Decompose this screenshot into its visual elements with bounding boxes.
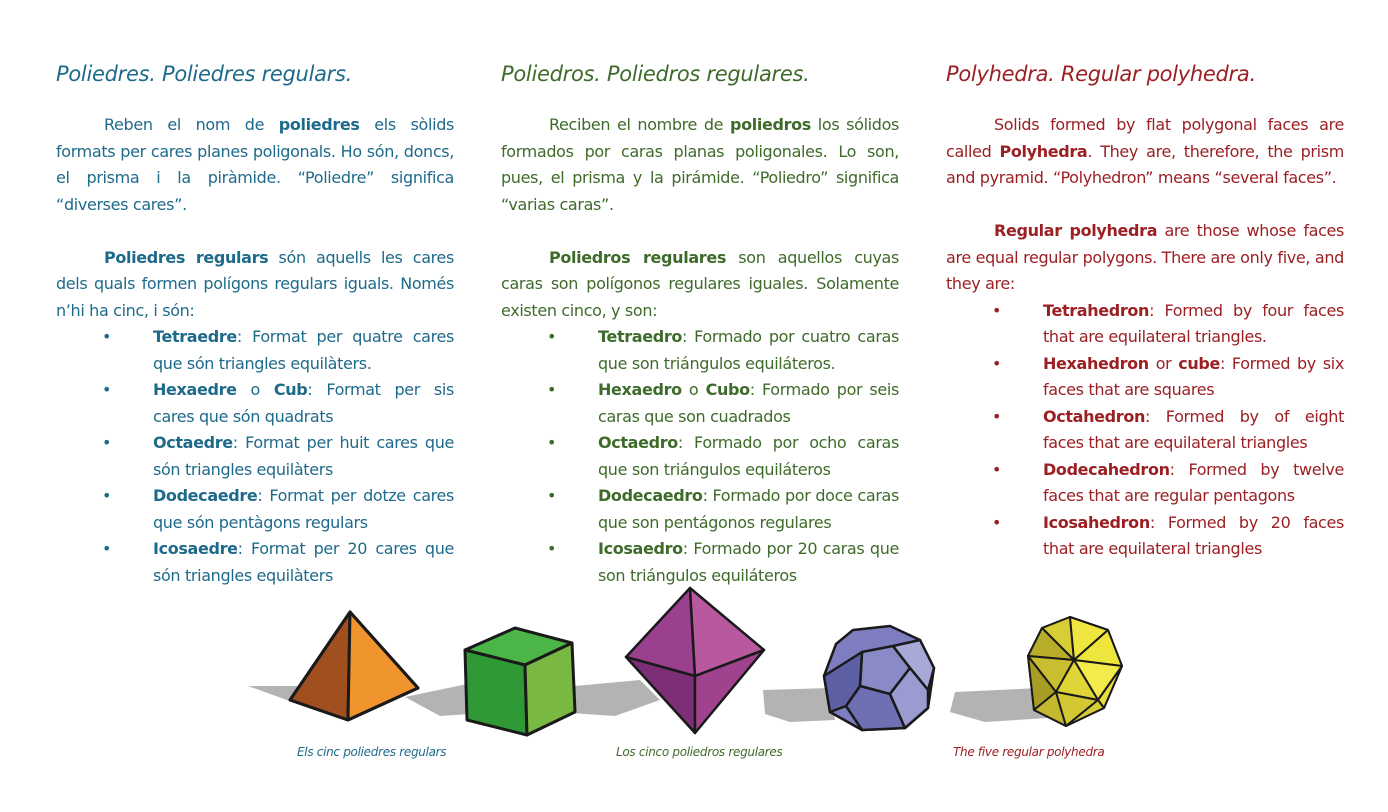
- bullet-icon: •: [102, 486, 112, 505]
- text-run: : Formado por cuatro caras que son triángulos equiláteros.: [598, 327, 899, 373]
- spanish-column: [501, 62, 899, 589]
- text-run: : Format per quatre cares que són triangles equilàters.: [153, 327, 454, 373]
- english-caption: The five regular polyhedra: [953, 745, 1105, 759]
- english-title: Polyhedra. Regular polyhedra.: [946, 62, 1256, 86]
- bullet-icon: •: [547, 539, 557, 558]
- list-item: [946, 404, 1344, 457]
- bold-term: Hexaedre: [153, 380, 237, 399]
- list-item: [56, 483, 454, 536]
- english-solids-list: [946, 298, 1344, 563]
- text-run: els sòlids formats per cares planes poligonals. Ho són, doncs, el prisma i la piràmide. “Poliedre” significa “diverses cares”.: [56, 115, 454, 214]
- tetrahedron-icon: [290, 612, 418, 720]
- text-run: : Formed by six faces that are squares: [1043, 353, 1344, 399]
- bold-term: Octaedro: [598, 433, 678, 452]
- text-run: : Format per 20 cares que són triangles equilàters: [153, 539, 454, 585]
- list-item: [946, 510, 1344, 563]
- bold-term: Octaedre: [153, 433, 233, 452]
- text-run: : Format per huit cares que són triangles equilàters: [153, 433, 454, 479]
- text-run: o: [681, 380, 706, 399]
- bold-term: Dodecahedron: [1043, 459, 1170, 479]
- bullet-icon: •: [102, 380, 112, 399]
- bullet-icon: •: [102, 433, 112, 452]
- list-item: [56, 430, 454, 483]
- text-run: Reciben el nombre de: [549, 115, 730, 134]
- bold-term: Icosahedron: [1043, 512, 1150, 532]
- bullet-icon: •: [992, 459, 1002, 479]
- bold-term: poliedres: [278, 115, 360, 134]
- text-run: : Formado por doce caras que son pentágonos regulares: [598, 486, 899, 532]
- bold-term: Poliedres regulars: [104, 247, 269, 267]
- bullet-icon: •: [992, 353, 1002, 373]
- spanish-regular-paragraph: [501, 245, 899, 325]
- bullet-icon: •: [992, 406, 1002, 426]
- text-run: són aquells les cares dels quals formen polígons regulars iguals. Només n’hi ha cinc, i són:: [56, 247, 455, 320]
- bold-term: Regular polyhedra: [994, 221, 1158, 240]
- list-item: [56, 324, 454, 377]
- catalan-intro-paragraph: [56, 112, 454, 218]
- bullet-icon: •: [102, 327, 112, 346]
- bold-term: Icosaedro: [598, 539, 683, 558]
- text-run: Reben el nom de: [104, 115, 279, 134]
- list-item: [501, 430, 899, 483]
- bold-term: Cubo: [705, 380, 750, 399]
- list-item: [946, 457, 1344, 510]
- text-run: . They are, therefore, the prism and pyramid. “Polyhedron” means “several faces”.: [946, 141, 1344, 187]
- bold-term: Dodecaedre: [153, 486, 258, 505]
- bold-term: Poliedros regulares: [549, 247, 726, 267]
- list-item: [501, 324, 899, 377]
- bullet-icon: •: [992, 512, 1002, 532]
- bold-term: Hexaedro: [598, 380, 682, 399]
- list-item: [56, 377, 454, 430]
- bullet-icon: •: [547, 380, 557, 399]
- list-item: [946, 351, 1344, 404]
- catalan-caption: Els cinc poliedres regulars: [297, 745, 447, 759]
- catalan-title: Poliedres. Poliedres regulars.: [56, 62, 353, 86]
- spanish-solids-list: [501, 324, 899, 589]
- dodecahedron-icon: [824, 626, 934, 730]
- text-run: : Formado por seis caras que son cuadrados: [598, 380, 899, 426]
- list-item: [946, 298, 1344, 351]
- text-run: : Formed by four faces that are equilateral triangles.: [1043, 300, 1344, 346]
- spanish-title: Poliedros. Poliedros regulares.: [501, 62, 810, 86]
- text-run: : Formado por 20 caras que son triángulos equiláteros: [598, 539, 899, 585]
- bold-term: Dodecaedro: [598, 486, 703, 505]
- bullet-icon: •: [102, 539, 112, 558]
- cube-icon: [465, 628, 575, 735]
- bullet-icon: •: [547, 486, 557, 505]
- bold-term: Hexahedron: [1043, 353, 1149, 373]
- catalan-column: [56, 62, 454, 589]
- bold-term: Tetraedro: [598, 327, 683, 346]
- text-run: : Formed by of eight faces that are equilateral triangles: [1043, 406, 1344, 452]
- text-run: : Formed by 20 faces that are equilateral triangles: [1043, 512, 1344, 558]
- bold-term: Cub: [273, 380, 308, 399]
- bullet-icon: •: [547, 327, 557, 346]
- english-intro-paragraph: [946, 112, 1344, 192]
- list-item: [501, 483, 899, 536]
- spanish-intro-paragraph: [501, 112, 899, 218]
- text-run: : Format per sis cares que són quadrats: [153, 380, 454, 426]
- text-run: : Formado por ocho caras que son triángulos equiláteros: [598, 433, 899, 479]
- text-run: son aquellos cuyas caras son polígonos regulares iguales. Solamente existen cinco, y son:: [501, 247, 899, 320]
- english-column: [946, 62, 1344, 563]
- catalan-regular-paragraph: [56, 245, 454, 325]
- text-run: los sólidos formados por caras planas poligonales. Lo son, pues, el prisma y la pirámide. “Poliedro” significa “varias caras”.: [501, 115, 899, 214]
- english-regular-paragraph: [946, 218, 1344, 298]
- bold-term: Tetrahedron: [1043, 300, 1150, 320]
- text-run: Solids formed by flat polygonal faces are called: [946, 115, 1344, 161]
- spanish-caption: Los cinco poliedros regulares: [616, 745, 783, 759]
- icosahedron-icon: [1028, 617, 1122, 726]
- catalan-solids-list: [56, 324, 454, 589]
- bullet-icon: •: [992, 300, 1002, 320]
- octahedron-icon: [626, 588, 764, 733]
- bold-term: Icosaedre: [153, 539, 238, 558]
- bullet-icon: •: [547, 433, 557, 452]
- bold-term: Polyhedra: [999, 141, 1088, 161]
- bold-term: cube: [1178, 353, 1221, 373]
- text-run: or: [1148, 353, 1179, 373]
- bold-term: Tetraedre: [153, 327, 237, 346]
- text-run: : Formed by twelve faces that are regular pentagons: [1043, 459, 1344, 505]
- text-run: o: [236, 380, 274, 399]
- text-run: are those whose faces are equal regular polygons. There are only five, and they are:: [946, 221, 1344, 293]
- list-item: [501, 377, 899, 430]
- text-run: : Format per dotze cares que són pentàgons regulars: [153, 486, 454, 532]
- bold-term: poliedros: [730, 115, 811, 134]
- polyhedra-illustration: [0, 575, 1388, 745]
- bold-term: Octahedron: [1043, 406, 1146, 426]
